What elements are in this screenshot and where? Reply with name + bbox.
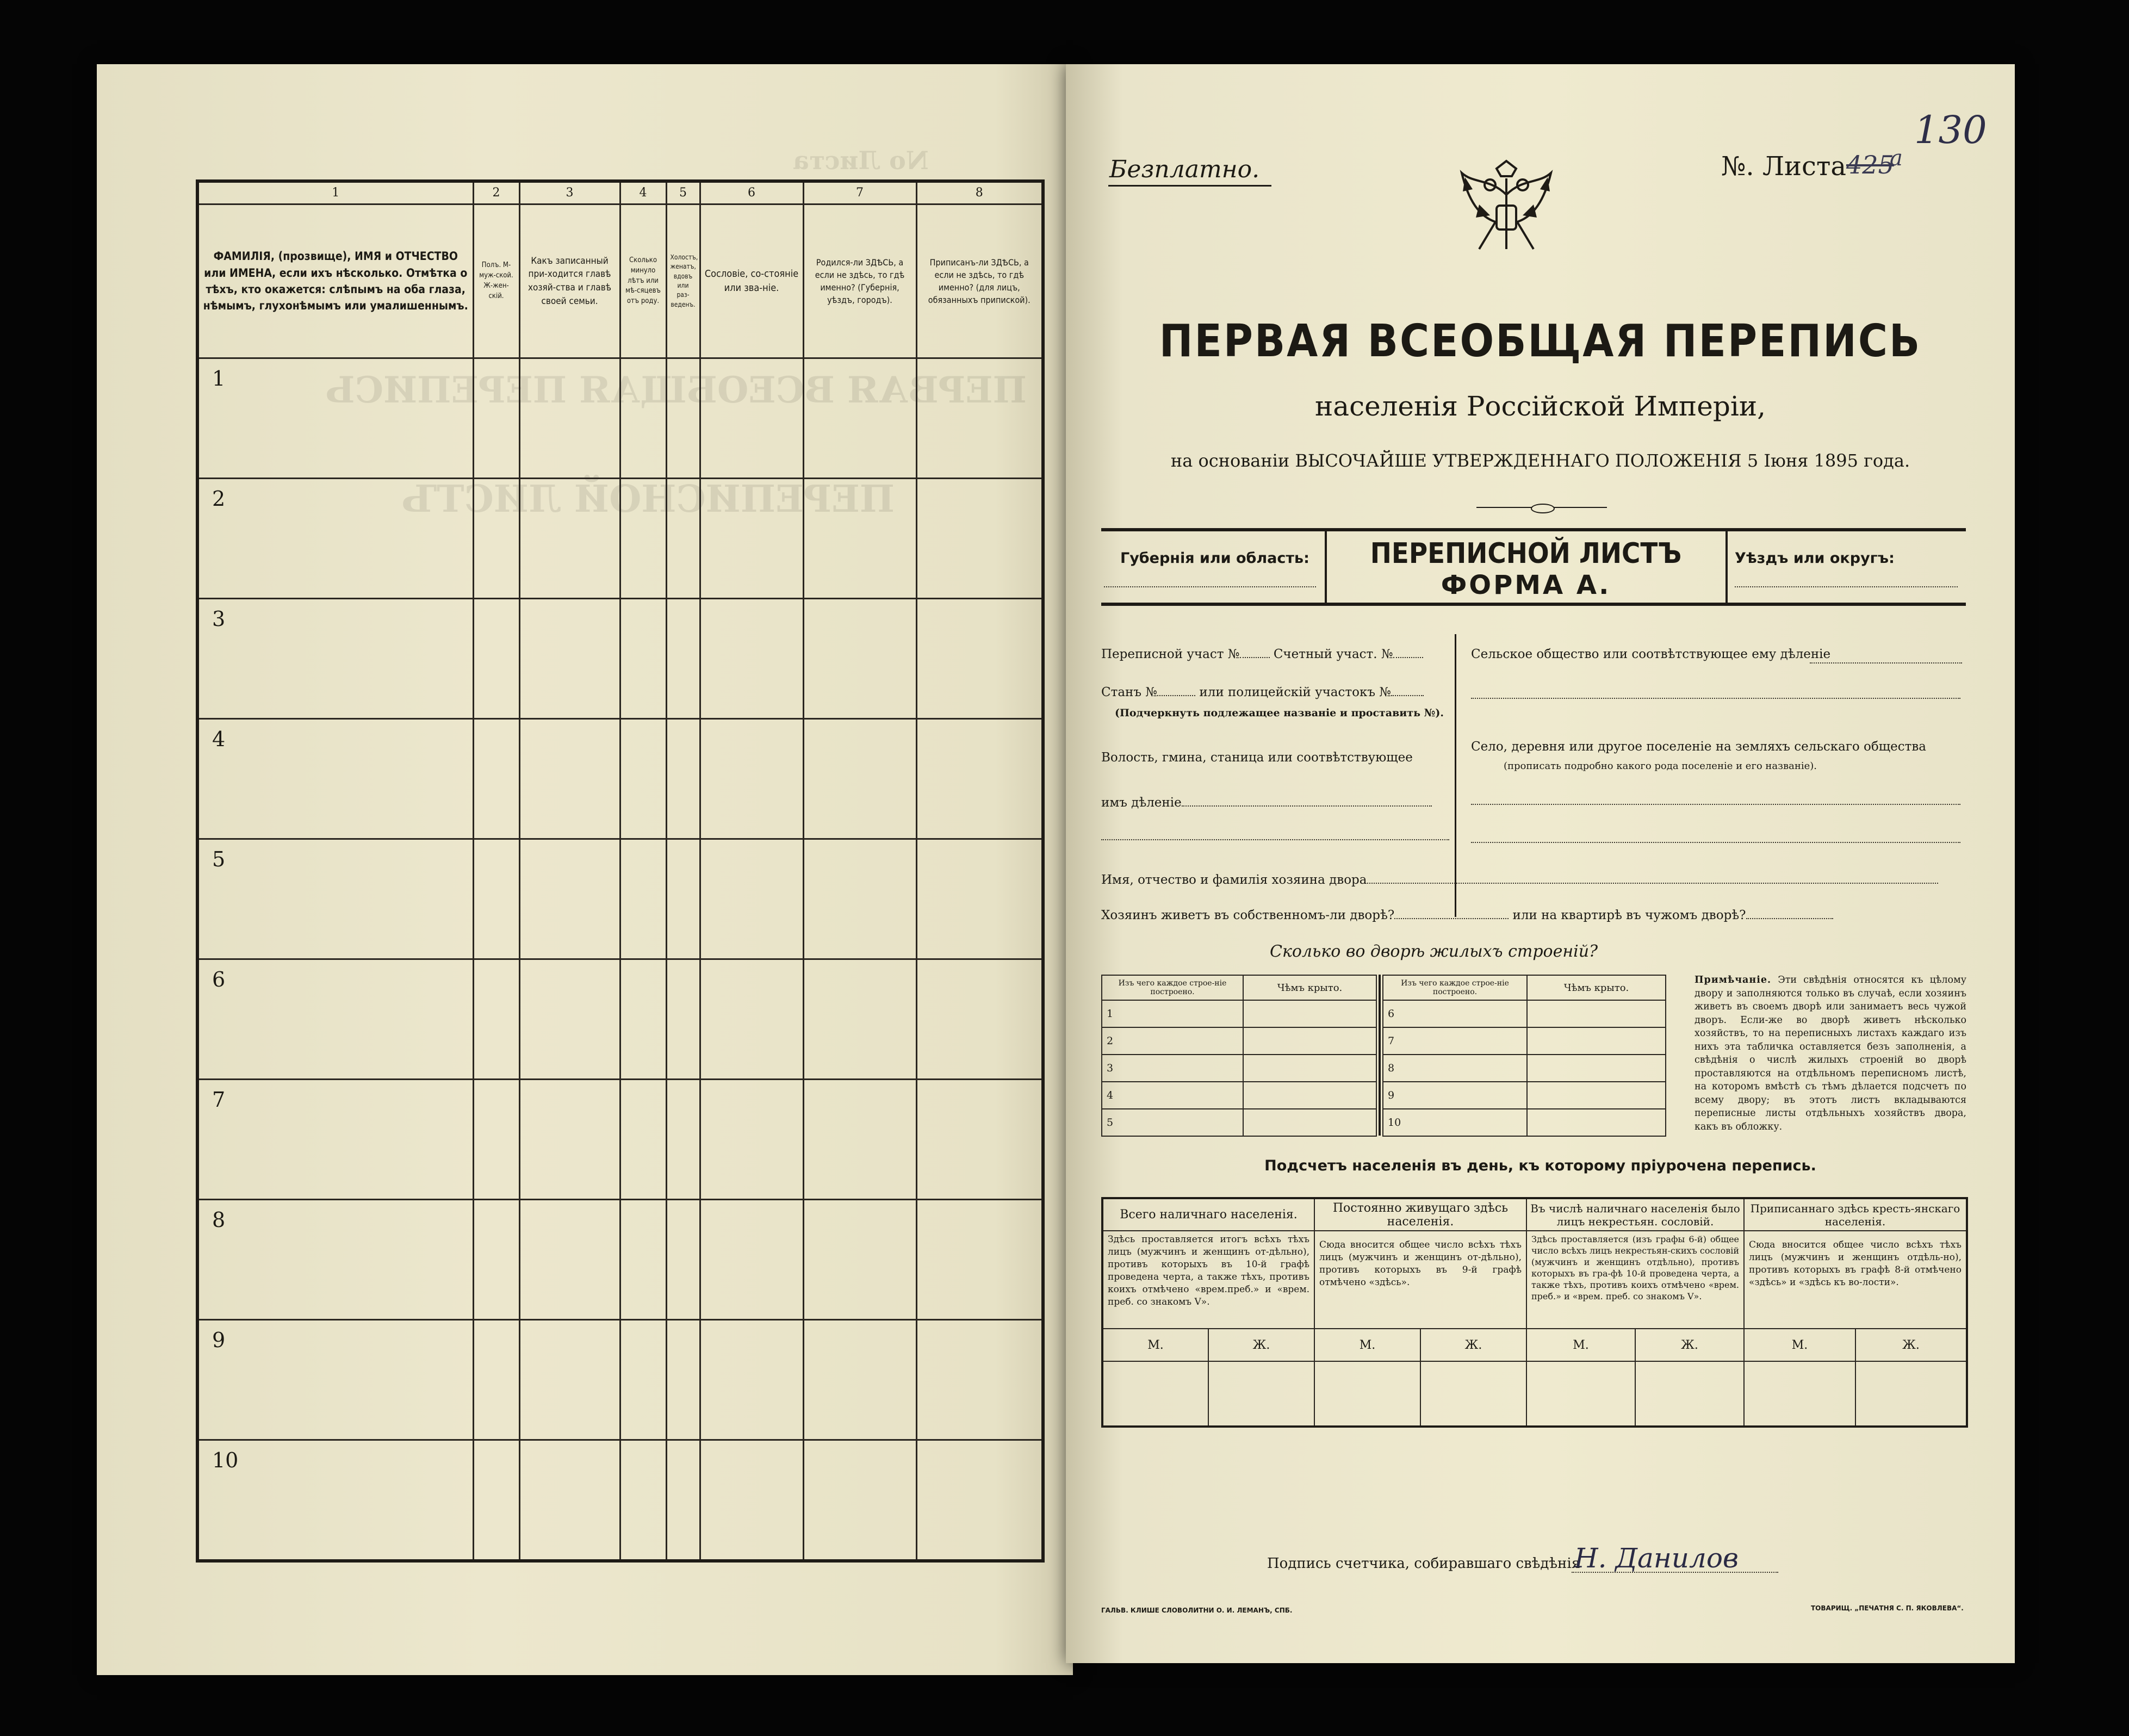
count-value-cell [1635,1361,1744,1427]
bleed-through-text: ПЕРЕПИСНОЙ ЛИСТЪ [401,478,895,521]
count-instruction-non-peasant: Здѣсь проставляется (изъ графы 6-й) общее число всѣхъ лицъ некрестьян-скихъ сословій (мужчинъ и женщинъ отдѣльно), противъ которыхъ въ гра-фѣ 10-й проведена черта, а также тѣхъ, противъ коихъ отмѣчено «врем. преб.» и «врем. преб. со знакомъ V». [1526,1231,1744,1329]
table-row [197,1320,1043,1440]
table-cell [700,839,803,959]
table-cell [666,959,700,1080]
row-number: 3 [197,599,473,719]
table-cell [666,1080,700,1200]
building-number: 5 [1102,1109,1243,1136]
signature-line [1572,1572,1778,1573]
table-row [197,599,1043,719]
table-cell [916,1080,1043,1200]
table-cell [473,599,519,719]
column-header-sex: Полъ. М-муж-ской. Ж-жен-скій. [473,204,519,358]
column-number: 8 [916,181,1043,204]
table-row [197,839,1043,959]
table-cell [803,1080,916,1200]
building-roof-cell [1243,1027,1376,1055]
owner-name-label: Имя, отчество и фамилія хозяина двора [1101,873,1938,887]
building-number: 6 [1383,1000,1527,1027]
bleed-through-text: ПЕРВАЯ ВСЕОБЩАЯ ПЕРЕПИСЬ [325,369,1027,411]
table-cell [620,839,666,959]
column-number: 4 [620,181,666,204]
column-header-estate: Сословіе, со-стояніе или зва-ніе. [700,204,803,358]
table-row [197,358,1043,479]
volost-label: Волость, гмина, станица или соотвѣтствующее [1101,751,1413,765]
table-cell [700,959,803,1080]
table-cell [620,1440,666,1561]
table-cell [916,1440,1043,1561]
building-roof-cell [1527,1000,1666,1027]
table-cell [803,479,916,599]
row-number: 7 [197,1080,473,1200]
table-cell [620,599,666,719]
count-header-non-peasant: Въ числѣ наличнаго населенія было лицъ некрестьян. сословій. [1526,1198,1744,1231]
sheet-number-label: №. Листа [1721,151,1847,182]
list-item [1383,1027,1666,1055]
buildings-heading: Сколько во дворѣ жилыхъ строеній? [1270,942,1598,961]
column-header-registered: Приписанъ-ли ЗДѢСЬ, а если не здѣсь, то гдѣ именно? (для лицъ, обязанныхъ припиской). [916,204,1043,358]
settlement-field-line [1471,804,1960,805]
table-cell [519,1200,620,1320]
building-number: 1 [1102,1000,1243,1027]
count-header-total: Всего наличнаго населенія. [1102,1198,1314,1231]
female-column-label: Ж. [1208,1329,1314,1361]
table-cell [620,1320,666,1440]
table-cell [620,479,666,599]
table-cell [803,1440,916,1561]
list-item [1102,1082,1376,1109]
printer-credit-left: ГАЛЬВ. КЛИШЕ СЛОВОЛИТНИ О. И. ЛЕМАНЪ, СПБ. [1101,1607,1293,1614]
table-row [197,719,1043,839]
owner-residence-label: Хозяинъ живетъ въ собственномъ-ли дворѣ? или на квартирѣ въ чужомъ дворѣ? [1101,908,1833,922]
table-cell [519,1440,620,1561]
district-label: Уѣздъ или округъ: [1735,550,1895,567]
table-cell [916,358,1043,479]
column-number: 5 [666,181,700,204]
building-roof-cell [1527,1109,1666,1136]
table-cell [916,839,1043,959]
building-roof-cell [1243,1109,1376,1136]
table-cell [700,719,803,839]
count-instruction-permanent: Сюда вносится общее число всѣхъ тѣхъ лицъ (мужчинъ и женщинъ от-дѣльно), противъ которыхъ въ 9-й графѣ отмѣчено «здѣсь». [1314,1231,1526,1329]
count-instruction-registered: Сюда вносится общее число всѣхъ тѣхъ лицъ (мужчинъ и женщинъ отдѣль-но), противъ которыхъ въ графѣ 8-й отмѣчено «здѣсь» и «здѣсь къ во-лости». [1744,1231,1967,1329]
list-item [1102,1000,1376,1027]
table-cell [916,599,1043,719]
double-headed-eagle-icon [1457,157,1555,260]
table-row [197,1080,1043,1200]
volost-field-line [1101,839,1449,840]
table-cell [803,358,916,479]
table-cell [700,479,803,599]
table-cell [620,719,666,839]
printer-credit-right: ТОВАРИЩ. „ПЕЧАТНЯ С. П. ЯКОВЛЕВА“. [1811,1604,1964,1612]
list-item [1383,1109,1666,1136]
settlement-field-line [1471,842,1960,843]
row-number: 5 [197,839,473,959]
count-value-cell [1208,1361,1314,1427]
rural-society-label: Сельское общество или соотвѣтствующее ему дѣленіе [1471,647,1831,661]
building-roof-cell [1243,1055,1376,1082]
table-cell [473,839,519,959]
province-label: Губернія или область: [1120,550,1309,567]
table-cell [916,1200,1043,1320]
buildings-col-built: Изъ чего каждое строе-ніе построено. [1383,975,1527,1000]
signature-label: Подпись счетчика, собиравшаго свѣдѣнія [1267,1555,1581,1572]
row-number: 9 [197,1320,473,1440]
female-column-label: Ж. [1855,1329,1967,1361]
table-cell [473,1320,519,1440]
sheet-number-handwritten: 425 [1846,150,1894,179]
table-cell [803,839,916,959]
table-cell [666,599,700,719]
settlement-label: Село, деревня или другое поселеніе на земляхъ сельскаго общества [1471,740,1927,754]
table-cell [519,479,620,599]
province-field [1104,586,1316,587]
table-cell [666,479,700,599]
column-number: 1 [197,181,473,204]
table-cell [519,599,620,719]
building-number: 2 [1102,1027,1243,1055]
sheet-number-suffix: a [1890,146,1903,171]
settlement-note: (прописать подробно какого рода поселеніе и его названіе). [1504,760,1817,772]
table-row [197,479,1043,599]
buildings-note: Примѣчаніе. Эти свѣдѣнія относятся къ цѣлому двору и заполняются только въ случаѣ, если хозяинъ живетъ въ своемъ дворѣ или занимаетъ весь чужой дворъ. Если-же во дворѣ живетъ нѣсколько хозяйствъ, то на переписныхъ листахъ каждаго изъ нихъ эта табличка оставляется безъ заполненія, а свѣдѣнія о числѣ жилыхъ строеній во дворѣ проставляются на отдѣльномъ переписномъ листѣ, на которомъ вмѣстѣ съ тѣмъ дѣлается подсчетъ по всему двору; въ этотъ листъ вкладываются переписные листы отдѣльныхъ хозяйствъ двора, какъ въ обложку. [1694,975,1966,1132]
buildings-col-built: Изъ чего каждое строе-ніе построено. [1102,975,1243,1000]
building-roof-cell [1527,1082,1666,1109]
table-cell [666,839,700,959]
buildings-table-left [1101,975,1377,1137]
table-cell [519,1320,620,1440]
buildings-table-right [1382,975,1666,1137]
persons-table [196,179,1045,1563]
male-column-label: М. [1314,1329,1420,1361]
district-field [1735,586,1958,587]
count-value-cell [1744,1361,1855,1427]
table-cell [803,1200,916,1320]
table-cell [620,358,666,479]
male-column-label: М. [1526,1329,1635,1361]
table-cell [916,959,1043,1080]
building-number: 3 [1102,1055,1243,1082]
table-cell [803,959,916,1080]
building-roof-cell [1527,1055,1666,1082]
building-roof-cell [1243,1000,1376,1027]
table-cell [916,479,1043,599]
column-header-birthplace: Родился-ли ЗДѢСЬ, а если не здѣсь, то гдѣ именно? (Губернія, уѣздъ, городъ). [803,204,916,358]
free-label: Безплатно. [1109,156,1260,183]
table-cell [519,358,620,479]
table-cell [620,1200,666,1320]
table-cell [700,1440,803,1561]
list-item [1102,1027,1376,1055]
count-header-permanent: Постоянно живущаго здѣсь населенія. [1314,1198,1526,1231]
table-cell [473,1200,519,1320]
population-count-table [1101,1197,1968,1428]
table-cell [666,358,700,479]
column-header-relation: Какъ записанный при-ходится главѣ хозяй-ства и главѣ своей семьи. [519,204,620,358]
building-number: 4 [1102,1082,1243,1109]
column-number: 3 [519,181,620,204]
corner-page-number: 130 [1914,108,1987,152]
building-number: 7 [1383,1027,1527,1055]
signature: Н. Данилов [1574,1542,1739,1574]
table-cell [620,1080,666,1200]
table-cell [473,479,519,599]
table-cell [473,719,519,839]
table-row [197,1200,1043,1320]
table-row [197,1440,1043,1561]
row-number: 1 [197,358,473,479]
page-subtitle: населенія Россійской Имперіи, [1314,390,1766,422]
right-page [1066,64,2015,1663]
building-roof-cell [1243,1082,1376,1109]
table-cell [519,719,620,839]
building-number: 9 [1383,1082,1527,1109]
table-cell [700,599,803,719]
table-cell [519,1080,620,1200]
count-value-cell [1526,1361,1635,1427]
rural-society-field-line [1471,698,1960,699]
table-row [197,959,1043,1080]
building-number: 8 [1383,1055,1527,1082]
sheet-title: ПЕРЕПИСНОЙ ЛИСТЪ [1370,537,1682,570]
count-heading: Подсчетъ населенія въ день, къ которому пріурочена перепись. [1264,1157,1816,1174]
building-number: 10 [1383,1109,1527,1136]
table-cell [700,1200,803,1320]
column-number: 6 [700,181,803,204]
ornament-divider [1476,504,1607,511]
page-title: ПЕРВАЯ ВСЕОБЩАЯ ПЕРЕПИСЬ [1159,315,1922,367]
bleed-through-text: No Листа [793,146,929,175]
table-cell [666,1200,700,1320]
buildings-col-roof: Чѣмъ крыто. [1243,975,1376,1000]
list-item [1383,1082,1666,1109]
rural-society-field [1810,662,1962,664]
list-item [1102,1055,1376,1082]
row-number: 4 [197,719,473,839]
column-number: 2 [473,181,519,204]
table-cell [803,1320,916,1440]
sheet-form: ФОРМА А. [1441,570,1611,600]
count-header-registered: Приписаннаго здѣсь кресть-янскаго населенія. [1744,1198,1967,1231]
count-value-cell [1420,1361,1526,1427]
table-cell [916,1320,1043,1440]
table-cell [473,1440,519,1561]
table-cell [473,959,519,1080]
column-header-name: ФАМИЛІЯ, (прозвище), ИМЯ и ОТЧЕСТВО или ИМЕНА, если ихъ нѣсколько. Отмѣтка о тѣхъ, кто окажется: слѣпымъ на оба глаза, нѣмымъ, глухонѣмымъ или умалишеннымъ. [197,204,473,358]
count-value-cell [1314,1361,1420,1427]
count-value-cell [1855,1361,1967,1427]
column-header-age: Сколько минуло лѣтъ или мѣ-сяцевъ отъ роду. [620,204,666,358]
female-column-label: Ж. [1420,1329,1526,1361]
row-number: 10 [197,1440,473,1561]
table-cell [519,959,620,1080]
table-cell [803,719,916,839]
table-cell [803,599,916,719]
table-cell [666,1320,700,1440]
table-cell [916,719,1043,839]
female-column-label: Ж. [1635,1329,1744,1361]
stan-label: Станъ № или полицейскій участокъ № [1101,685,1424,699]
table-cell [666,1440,700,1561]
table-cell [700,358,803,479]
left-page [97,64,1073,1675]
list-item [1102,1109,1376,1136]
stan-note: (Подчеркнуть подлежащее названіе и проставить №). [1115,707,1444,719]
row-number: 8 [197,1200,473,1320]
buildings-col-roof: Чѣмъ крыто. [1527,975,1666,1000]
count-instruction-total: Здѣсь проставляется итогъ всѣхъ тѣхъ лицъ (мужчинъ и женщинъ от-дѣльно), противъ которыхъ въ 10-й графѣ проведена черта, а также тѣхъ, противъ коихъ отмѣчено «врем.преб.» и «врем. преб. со знакомъ V». [1102,1231,1314,1329]
male-column-label: М. [1102,1329,1208,1361]
table-cell [620,959,666,1080]
page-basis: на основаніи ВЫСОЧАЙШЕ УТВЕРЖДЕННАГО ПОЛОЖЕНІЯ 5 Іюня 1895 года. [1170,450,1910,471]
male-column-label: М. [1744,1329,1855,1361]
table-cell [519,839,620,959]
table-cell [666,719,700,839]
column-number: 7 [803,181,916,204]
row-number: 2 [197,479,473,599]
list-item [1383,1055,1666,1082]
list-item [1383,1000,1666,1027]
volost-label-cont: имъ дѣленіе [1101,796,1432,810]
row-number: 6 [197,959,473,1080]
column-header-marital: Холостъ, женатъ, вдовъ или раз-веденъ. [666,204,700,358]
table-cell [700,1320,803,1440]
census-district-label: Переписной участ № Счетный участ. № [1101,647,1423,661]
building-roof-cell [1527,1027,1666,1055]
table-cell [473,1080,519,1200]
table-cell [473,358,519,479]
table-cell [700,1080,803,1200]
count-value-cell [1102,1361,1208,1427]
